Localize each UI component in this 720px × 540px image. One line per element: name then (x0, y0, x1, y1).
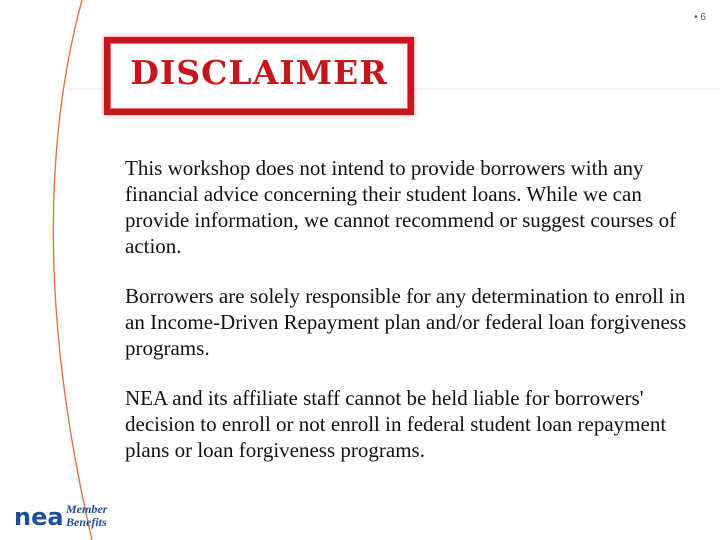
stamp-title: DISCLAIMER (130, 53, 388, 92)
disclaimer-body (125, 155, 700, 487)
paragraph-borrower-responsibility: Borrowers are solely responsible for any determination to enroll in an Income-Driven Repayment plan and/or federal loan forgiveness programs. (125, 284, 687, 360)
logo-line1: Member (66, 502, 108, 516)
nea-member-benefits-logo (14, 500, 124, 530)
logo-line2: Benefits (66, 515, 107, 529)
logo-brand: nea (14, 503, 64, 530)
paragraph-no-financial-advice: This workshop does not intend to provide borrowers with any financial advice concerning their student loans. While we can provide information, we cannot recommend or suggest courses of action. (125, 156, 677, 258)
disclaimer-stamp (104, 37, 414, 115)
page-number: • 6 (694, 12, 706, 23)
paragraph-liability: NEA and its affiliate staff cannot be held liable for borrowers' decision to enroll or not enroll in federal student loan repayment plans or loan forgiveness programs. (125, 386, 667, 462)
